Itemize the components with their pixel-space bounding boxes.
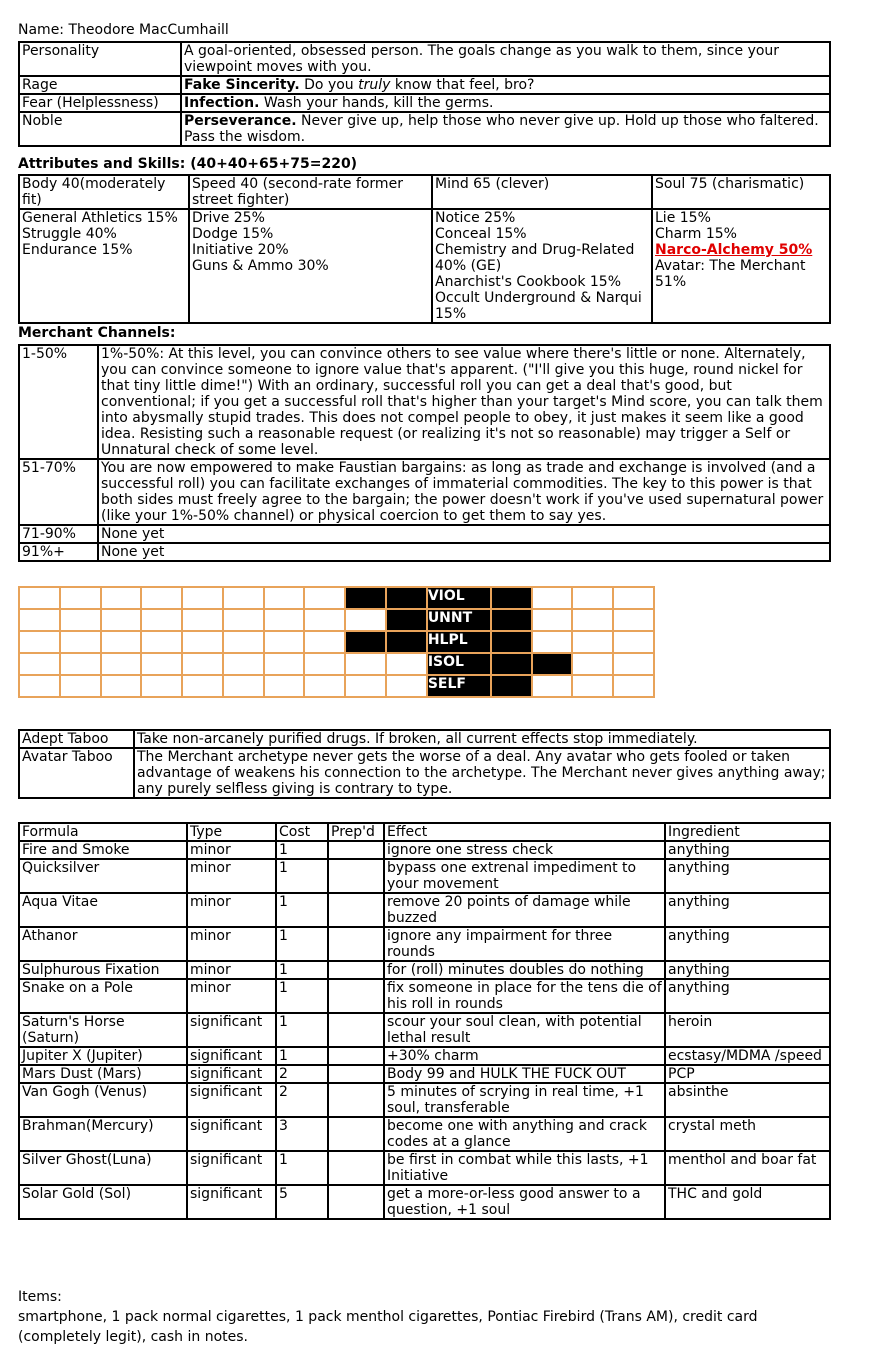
formula-row	[19, 859, 830, 893]
formula-type: significant	[187, 1013, 276, 1047]
meter-cell	[532, 587, 573, 609]
formula-row	[19, 1083, 830, 1117]
meter-cell	[223, 609, 264, 631]
formula-prepd	[328, 1083, 384, 1117]
formula-name: Athanor	[19, 927, 187, 961]
avatar-skill: Avatar: The Merchant 51%	[655, 258, 806, 290]
header-ingredient: Ingredient	[665, 823, 830, 841]
channel-row	[19, 345, 830, 459]
meter-cell	[532, 675, 573, 697]
skill: Initiative 20%	[192, 242, 289, 258]
taboo-row	[19, 748, 830, 798]
skill: Notice 25%	[435, 210, 516, 226]
formula-name: Jupiter X (Jupiter)	[19, 1047, 187, 1065]
body-skills	[19, 209, 189, 323]
formula-ingredient: anything	[665, 927, 830, 961]
formula-row	[19, 1047, 830, 1065]
meter-cell	[304, 631, 345, 653]
meter-cell	[345, 631, 386, 653]
meter-cell	[345, 653, 386, 675]
channel-range: 51-70%	[19, 459, 98, 525]
formula-cost: 2	[276, 1083, 328, 1117]
rage-post: know that feel, bro?	[390, 77, 535, 93]
formula-ingredient: anything	[665, 841, 830, 859]
formula-name: Solar Gold (Sol)	[19, 1185, 187, 1219]
meter-cell	[572, 631, 613, 653]
fear-title: Infection.	[184, 95, 260, 111]
meter-cell	[304, 653, 345, 675]
meter-cell	[304, 587, 345, 609]
formula-ingredient: anything	[665, 893, 830, 927]
formula-name: Snake on a Pole	[19, 979, 187, 1013]
formula-ingredient: menthol and boar fat	[665, 1151, 830, 1185]
skill: Struggle 40%	[22, 226, 117, 242]
formula-effect: become one with anything and crack codes at a glance	[384, 1117, 665, 1151]
formula-effect: scour your soul clean, with potential lethal result	[384, 1013, 665, 1047]
meter-cell	[532, 609, 573, 631]
formula-ingredient: anything	[665, 979, 830, 1013]
meter-row	[19, 675, 654, 697]
formula-cost: 1	[276, 841, 328, 859]
meter-cell	[613, 609, 654, 631]
formula-cost: 3	[276, 1117, 328, 1151]
formula-name: Sulphurous Fixation	[19, 961, 187, 979]
formula-type: significant	[187, 1117, 276, 1151]
formula-prepd	[328, 1013, 384, 1047]
formula-effect: fix someone in place for the tens die of his roll in rounds	[384, 979, 665, 1013]
meter-cell	[491, 587, 532, 609]
noble-post: Never give up, help those who never give up. Hold up those who faltered. Pass the wisdom.	[184, 113, 819, 145]
meter-cell	[345, 609, 386, 631]
formula-ingredient: crystal meth	[665, 1117, 830, 1151]
meter-row	[19, 653, 654, 675]
body-header: Body 40(moderately fit)	[19, 175, 189, 209]
formula-type: minor	[187, 841, 276, 859]
meter-cell	[264, 609, 305, 631]
formula-name: Quicksilver	[19, 859, 187, 893]
formula-prepd	[328, 1151, 384, 1185]
formula-name: Saturn's Horse (Saturn)	[19, 1013, 187, 1047]
header-effect: Effect	[384, 823, 665, 841]
meter-cell	[345, 675, 386, 697]
skill: General Athletics 15%	[22, 210, 178, 226]
fear-row	[19, 94, 830, 112]
formula-type: minor	[187, 893, 276, 927]
channel-row	[19, 459, 830, 525]
meter-cell	[60, 631, 101, 653]
skill: Lie 15%	[655, 210, 711, 226]
meter-cell	[491, 609, 532, 631]
channel-range: 1-50%	[19, 345, 98, 459]
meter-cell	[264, 631, 305, 653]
meter-cell	[264, 587, 305, 609]
meter-cell	[491, 675, 532, 697]
formula-effect: Body 99 and HULK THE FUCK OUT	[384, 1065, 665, 1083]
meter-row	[19, 631, 654, 653]
meter-cell	[223, 587, 264, 609]
formula-cost: 1	[276, 893, 328, 927]
meter-cell	[304, 609, 345, 631]
meter-label: UNNT	[427, 609, 491, 631]
formula-prepd	[328, 893, 384, 927]
channel-range: 91%+	[19, 543, 98, 561]
rage-title: Fake Sincerity.	[184, 77, 300, 93]
noble-label: Noble	[19, 112, 181, 146]
personality-table	[18, 41, 831, 147]
meter-cell	[101, 609, 142, 631]
meter-cell	[19, 653, 60, 675]
taboo-label: Adept Taboo	[19, 730, 134, 748]
taboo-text: Take non-arcanely purified drugs. If broken, all current effects stop immediately.	[134, 730, 830, 748]
formula-ingredient: heroin	[665, 1013, 830, 1047]
channel-range: 71-90%	[19, 525, 98, 543]
formula-row	[19, 841, 830, 859]
meter-cell	[613, 675, 654, 697]
formula-ingredient: THC and gold	[665, 1185, 830, 1219]
meter-cell	[101, 653, 142, 675]
formula-effect: bypass one extrenal impediment to your movement	[384, 859, 665, 893]
meter-cell	[386, 587, 427, 609]
noble-text	[181, 112, 830, 146]
meter-cell	[141, 587, 182, 609]
channel-text: None yet	[98, 543, 830, 561]
attributes-heading: Attributes and Skills: (40+40+65+75=220)	[18, 156, 358, 172]
formula-row	[19, 961, 830, 979]
madness-meter-grid	[18, 586, 655, 698]
skill: Endurance 15%	[22, 242, 133, 258]
meter-cell	[386, 653, 427, 675]
channel-row	[19, 543, 830, 561]
meter-cell	[182, 609, 223, 631]
formula-ingredient: PCP	[665, 1065, 830, 1083]
formula-effect: ignore any impairment for three rounds	[384, 927, 665, 961]
formula-prepd	[328, 961, 384, 979]
special-skill: Narco-Alchemy 50%	[655, 242, 813, 258]
meter-cell	[532, 631, 573, 653]
formula-prepd	[328, 979, 384, 1013]
formula-row	[19, 927, 830, 961]
formula-row	[19, 1117, 830, 1151]
meter-cell	[60, 653, 101, 675]
rage-label: Rage	[19, 76, 181, 94]
taboo-text: The Merchant archetype never gets the worse of a deal. Any avatar who gets fooled or taken advantage of weakens his connection to the archetype. The Merchant never gives anything away; any purely selfless giving is contrary to type.	[134, 748, 830, 798]
soul-skills	[652, 209, 830, 323]
formula-prepd	[328, 1185, 384, 1219]
formula-prepd	[328, 1065, 384, 1083]
formula-cost: 1	[276, 927, 328, 961]
meter-cell	[613, 631, 654, 653]
formula-type: significant	[187, 1065, 276, 1083]
items-section	[18, 1287, 831, 1347]
meter-cell	[532, 653, 573, 675]
channel-text: You are now empowered to make Faustian bargains: as long as trade and exchange is involved (and a successful roll) you can facilitate exchanges of immaterial commodities. The key to this power is that both sides must freely agree to the bargain; the power doesn't work if you've used supernatural power (like your 1%-50% channel) or physical coercion to get them to say yes.	[98, 459, 830, 525]
skill: Dodge 15%	[192, 226, 274, 242]
formula-row	[19, 893, 830, 927]
noble-title: Perseverance.	[184, 113, 297, 129]
formula-row	[19, 1185, 830, 1219]
meter-cell	[60, 587, 101, 609]
meter-cell	[386, 631, 427, 653]
meter-cell	[223, 653, 264, 675]
speed-header: Speed 40 (second-rate former street fighter)	[189, 175, 432, 209]
skill: Anarchist's Cookbook 15%	[435, 274, 622, 290]
meter-cell	[101, 675, 142, 697]
formula-prepd	[328, 859, 384, 893]
formula-type: significant	[187, 1151, 276, 1185]
meter-cell	[572, 609, 613, 631]
attributes-header-row	[19, 175, 830, 209]
meter-cell	[386, 675, 427, 697]
meter-cell	[19, 631, 60, 653]
meter-cell	[223, 631, 264, 653]
formula-type: minor	[187, 961, 276, 979]
header-cost: Cost	[276, 823, 328, 841]
channel-text: None yet	[98, 525, 830, 543]
formula-effect: get a more-or-less good answer to a question, +1 soul	[384, 1185, 665, 1219]
meter-cell	[613, 587, 654, 609]
formula-table-wrap	[18, 822, 831, 1220]
skill: Guns & Ammo 30%	[192, 258, 329, 274]
formula-cost: 2	[276, 1065, 328, 1083]
formula-row	[19, 1013, 830, 1047]
noble-row	[19, 112, 830, 146]
meter-cell	[613, 653, 654, 675]
skill: Occult Underground & Narqui 15%	[435, 290, 642, 322]
formula-ingredient: anything	[665, 961, 830, 979]
formula-effect: 5 minutes of scrying in real time, +1 soul, transferable	[384, 1083, 665, 1117]
meter-cell	[386, 609, 427, 631]
formula-name: Mars Dust (Mars)	[19, 1065, 187, 1083]
formula-cost: 1	[276, 1151, 328, 1185]
rage-text	[181, 76, 830, 94]
meter-table	[18, 586, 655, 698]
speed-skills	[189, 209, 432, 323]
formula-ingredient: absinthe	[665, 1083, 830, 1117]
meter-cell	[141, 631, 182, 653]
formula-cost: 1	[276, 859, 328, 893]
rage-row	[19, 76, 830, 94]
header-prepd: Prep'd	[328, 823, 384, 841]
formula-type: significant	[187, 1047, 276, 1065]
skill: Chemistry and Drug-Related 40% (GE)	[435, 242, 635, 274]
items-label: Items:	[18, 1289, 62, 1305]
meter-cell	[491, 653, 532, 675]
channels-table	[18, 344, 831, 562]
skills-row	[19, 209, 830, 323]
formula-header-row	[19, 823, 830, 841]
formula-row	[19, 1065, 830, 1083]
taboo-row	[19, 730, 830, 748]
meter-cell	[141, 675, 182, 697]
formula-name: Aqua Vitae	[19, 893, 187, 927]
fear-text	[181, 94, 830, 112]
skill: Conceal 15%	[435, 226, 527, 242]
fear-label: Fear (Helplessness)	[19, 94, 181, 112]
skill: Charm 15%	[655, 226, 737, 242]
formula-effect: remove 20 points of damage while buzzed	[384, 893, 665, 927]
items-text: smartphone, 1 pack normal cigarettes, 1 pack menthol cigarettes, Pontiac Firebird (Trans AM), credit card (completely legit), cash in notes.	[18, 1309, 758, 1345]
rage-emphasis: truly	[358, 77, 391, 93]
formula-effect: ignore one stress check	[384, 841, 665, 859]
mind-header: Mind 65 (clever)	[432, 175, 652, 209]
header-formula: Formula	[19, 823, 187, 841]
formula-prepd	[328, 927, 384, 961]
meter-row	[19, 587, 654, 609]
meter-row	[19, 609, 654, 631]
formula-name: Fire and Smoke	[19, 841, 187, 859]
attributes-table	[18, 174, 831, 324]
meter-cell	[101, 587, 142, 609]
formula-prepd	[328, 1047, 384, 1065]
meter-cell	[19, 675, 60, 697]
formula-table	[18, 822, 831, 1220]
formula-prepd	[328, 841, 384, 859]
skill: Drive 25%	[192, 210, 265, 226]
formula-ingredient: ecstasy/MDMA /speed	[665, 1047, 830, 1065]
meter-label: VIOL	[427, 587, 491, 609]
meter-cell	[182, 587, 223, 609]
formula-name: Van Gogh (Venus)	[19, 1083, 187, 1117]
formula-row	[19, 1151, 830, 1185]
header-type: Type	[187, 823, 276, 841]
formula-row	[19, 979, 830, 1013]
meter-cell	[345, 587, 386, 609]
personality-row	[19, 42, 830, 76]
formula-cost: 1	[276, 1047, 328, 1065]
meter-cell	[572, 675, 613, 697]
taboo-label: Avatar Taboo	[19, 748, 134, 798]
fear-post: Wash your hands, kill the germs.	[259, 95, 494, 111]
meter-label: ISOL	[427, 653, 491, 675]
meter-cell	[304, 675, 345, 697]
formula-effect: for (roll) minutes doubles do nothing	[384, 961, 665, 979]
meter-cell	[491, 631, 532, 653]
soul-header: Soul 75 (charismatic)	[652, 175, 830, 209]
formula-effect: +30% charm	[384, 1047, 665, 1065]
meter-label: HLPL	[427, 631, 491, 653]
meter-cell	[19, 609, 60, 631]
formula-type: minor	[187, 927, 276, 961]
meter-cell	[101, 631, 142, 653]
formula-name: Brahman(Mercury)	[19, 1117, 187, 1151]
formula-name: Silver Ghost(Luna)	[19, 1151, 187, 1185]
mind-skills	[432, 209, 652, 323]
meter-cell	[141, 609, 182, 631]
meter-cell	[264, 653, 305, 675]
personality-text: A goal-oriented, obsessed person. The goals change as you walk to them, since your viewpoint moves with you.	[181, 42, 830, 76]
channel-text: 1%-50%: At this level, you can convince others to see value where there's little or none. Alternately, you can convince someone to ignore value that's apparent. ("I'll give you this huge, round nickel for that tiny little dime!") With an ordinary, successful roll you can get a deal that's good, but conventional; if you get a successful roll that's higher than your target's Mind score, you can talk them into abysmally stupid trades. This does not compel people to obey, it just makes it seem like a good idea. Resisting such a reasonable request (or realizing it's not so reasonable) may trigger a Self or Unnatural check of some level.	[98, 345, 830, 459]
personality-label: Personality	[19, 42, 181, 76]
channel-row	[19, 525, 830, 543]
taboo-table	[18, 729, 831, 799]
formula-prepd	[328, 1117, 384, 1151]
formula-effect: be first in combat while this lasts, +1 Initiative	[384, 1151, 665, 1185]
meter-cell	[19, 587, 60, 609]
channels-heading: Merchant Channels:	[18, 325, 176, 341]
formula-cost: 1	[276, 979, 328, 1013]
character-name: Name: Theodore MacCumhaill	[18, 22, 229, 38]
meter-cell	[60, 675, 101, 697]
meter-cell	[264, 675, 305, 697]
formula-cost: 5	[276, 1185, 328, 1219]
meter-cell	[182, 631, 223, 653]
meter-label: SELF	[427, 675, 491, 697]
meter-cell	[182, 675, 223, 697]
formula-ingredient: anything	[665, 859, 830, 893]
meter-cell	[60, 609, 101, 631]
rage-pre: Do you	[299, 77, 359, 93]
formula-type: minor	[187, 859, 276, 893]
meter-cell	[223, 675, 264, 697]
meter-cell	[182, 653, 223, 675]
formula-type: significant	[187, 1185, 276, 1219]
meter-cell	[141, 653, 182, 675]
formula-cost: 1	[276, 961, 328, 979]
meter-cell	[572, 653, 613, 675]
meter-cell	[572, 587, 613, 609]
formula-type: minor	[187, 979, 276, 1013]
formula-type: significant	[187, 1083, 276, 1117]
formula-cost: 1	[276, 1013, 328, 1047]
